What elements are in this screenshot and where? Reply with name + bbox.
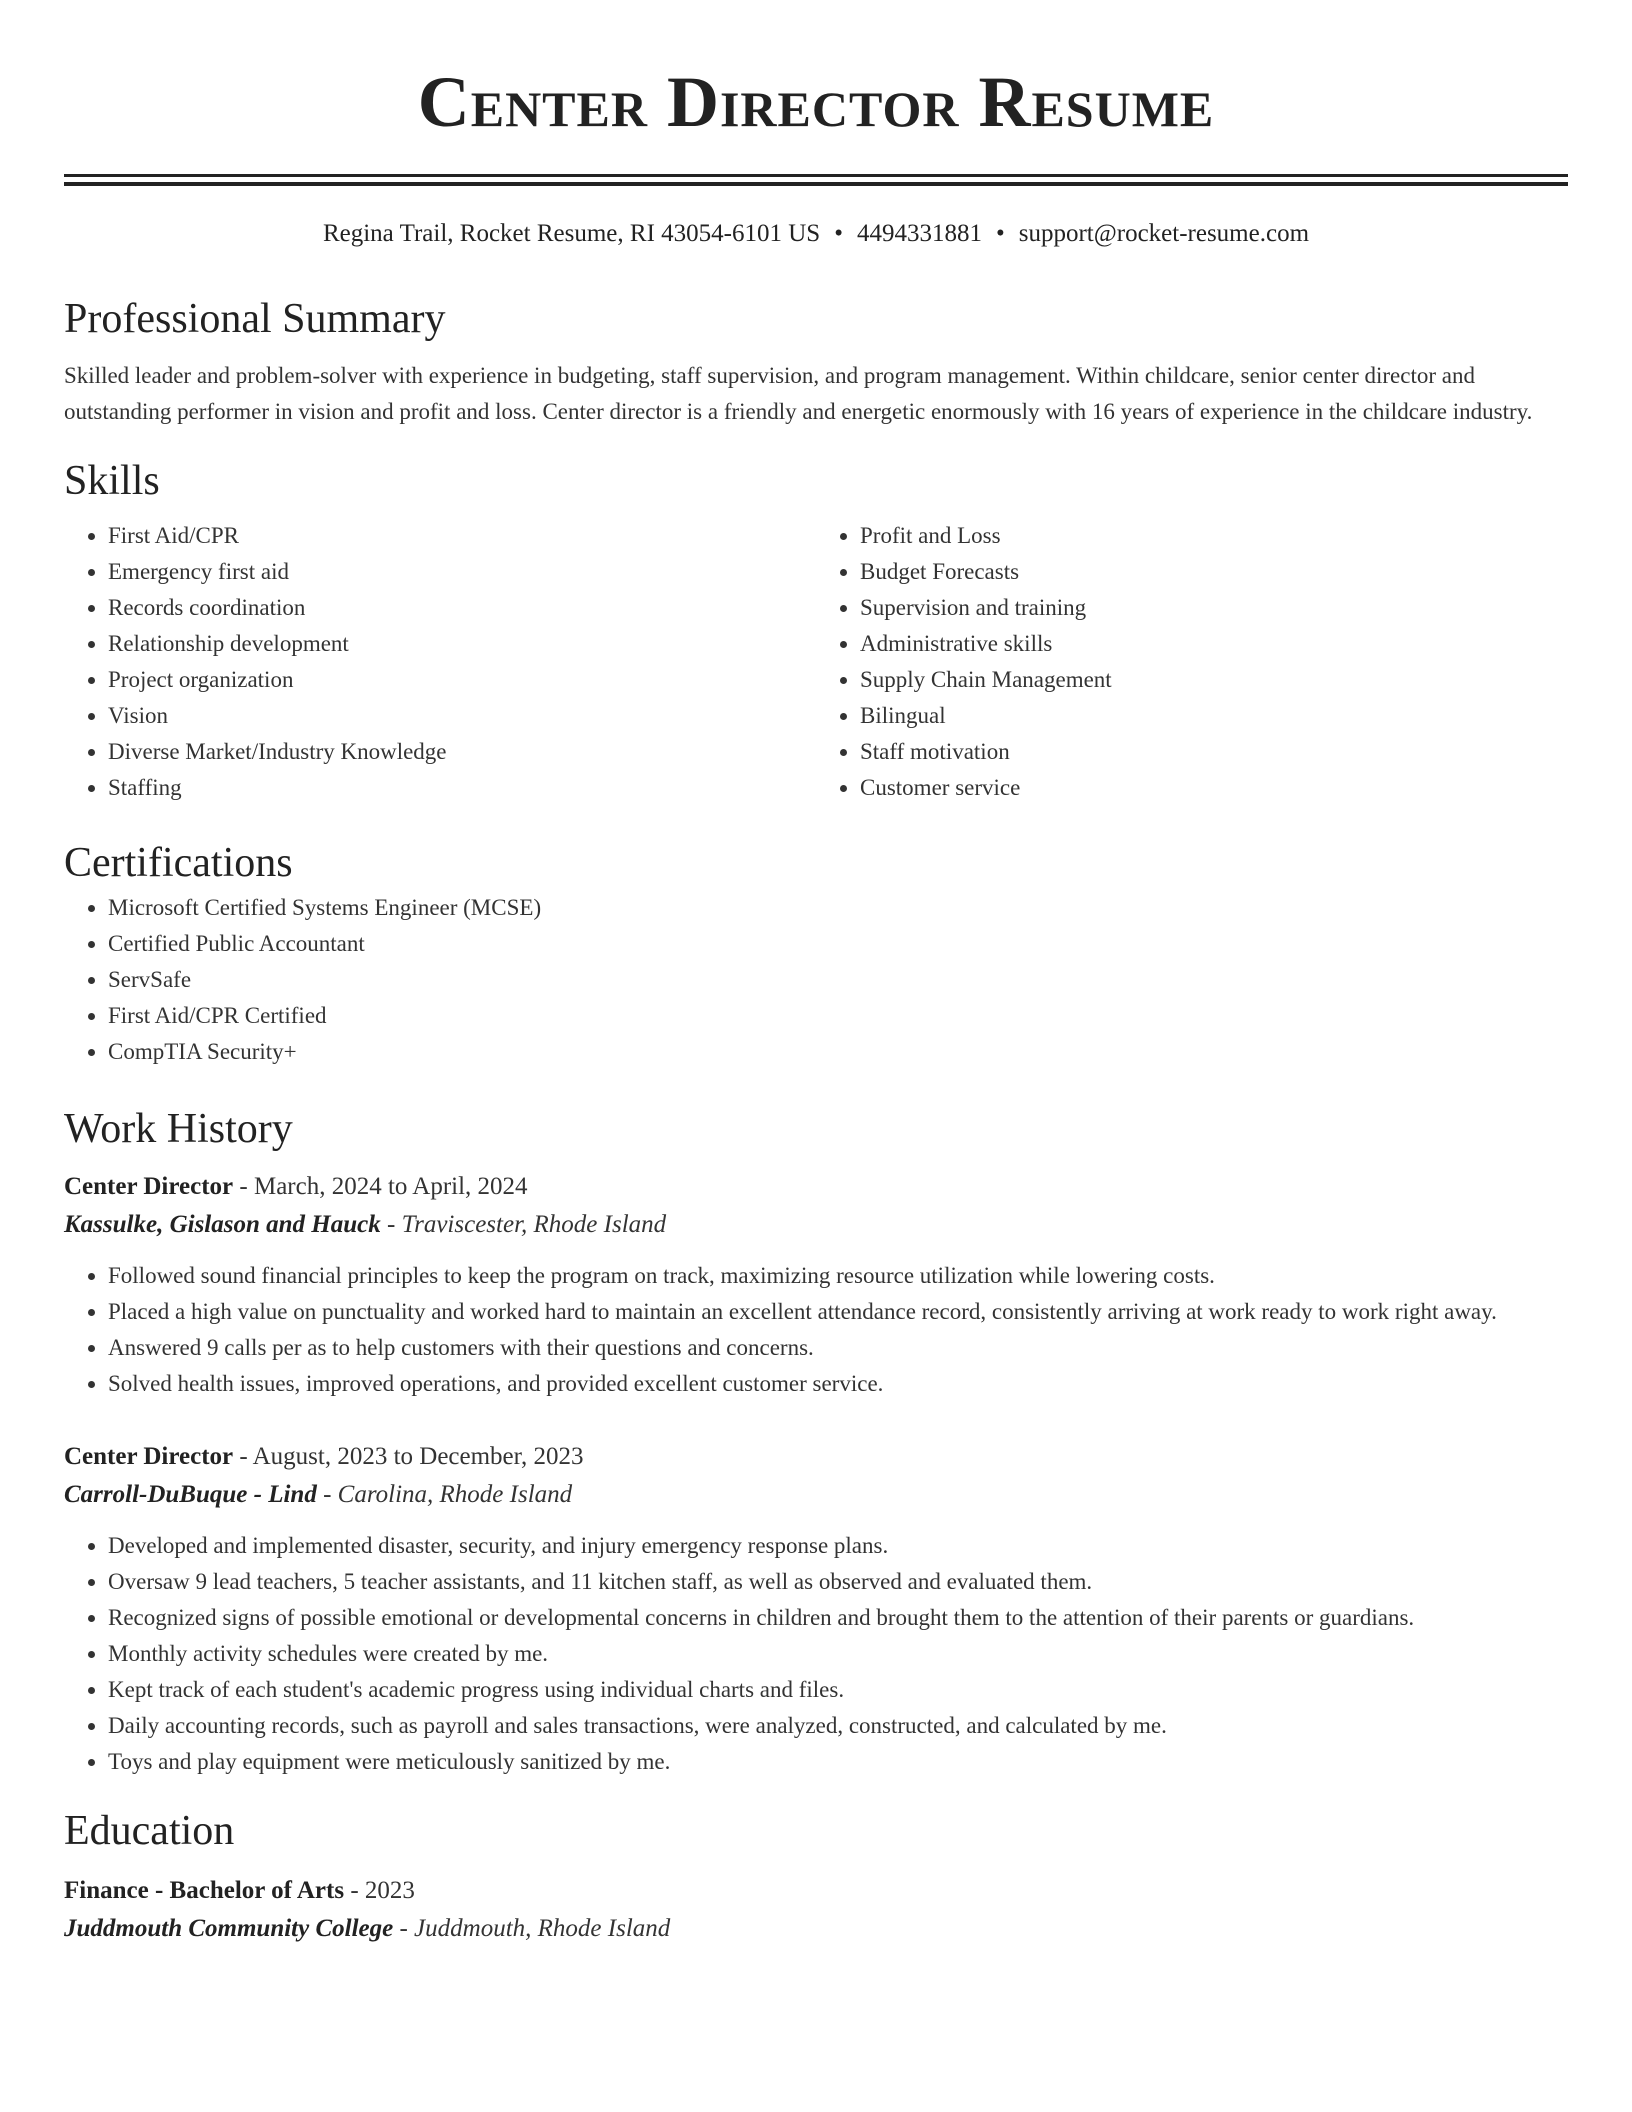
job-duty: • Recognized signs of possible emotional or developmental concerns in children and brought them to the attention of their parents or guardians. bbox=[108, 1600, 1568, 1636]
contact-line bbox=[64, 216, 1568, 252]
summary-section bbox=[64, 292, 1568, 430]
job-duty: • Daily accounting records, such as payroll and sales transactions, were analyzed, constructed, and calculated by me. bbox=[108, 1708, 1568, 1744]
job-duty: • Developed and implemented disaster, security, and injury emergency response plans. bbox=[108, 1528, 1568, 1564]
skills-list-left bbox=[64, 518, 816, 806]
skills-heading: Skills bbox=[64, 458, 160, 504]
skill-item: • First Aid/CPR bbox=[108, 518, 816, 554]
skill-item: • Profit and Loss bbox=[860, 518, 1568, 554]
certification-item: • ServSafe bbox=[108, 962, 1568, 998]
skills-columns bbox=[64, 518, 1568, 806]
resume-title: Center Director Resume bbox=[417, 62, 1215, 142]
skill-item: • Supervision and training bbox=[860, 590, 1568, 626]
contact-email: support@rocket-resume.com bbox=[1018, 220, 1310, 247]
job-duties-list bbox=[64, 1528, 1568, 1780]
job-dates: - August, 2023 to December, 2023 bbox=[233, 1443, 584, 1470]
job-title-line bbox=[64, 1438, 1568, 1476]
company-location: - Traviscester, Rhode Island bbox=[380, 1211, 667, 1238]
skill-item: • Bilingual bbox=[860, 698, 1568, 734]
skill-item: • Staffing bbox=[108, 770, 816, 806]
skill-item: • Staff motivation bbox=[860, 734, 1568, 770]
job-title-line bbox=[64, 1168, 1568, 1206]
contact-separator: • bbox=[995, 220, 1005, 247]
summary-text: Skilled leader and problem-solver with experience in budgeting, staff supervision, and program management. Within childcare, senior center director and outstanding performer in vision and profit and loss. Center director is a friendly and energetic enormously with 16 years of experience in the childcare industry. bbox=[64, 363, 1533, 424]
education-section bbox=[64, 1804, 1568, 1948]
job-duty: • Oversaw 9 lead teachers, 5 teacher assistants, and 11 kitchen staff, as well as observed and evaluated them. bbox=[108, 1564, 1568, 1600]
company-location: - Carolina, Rhode Island bbox=[316, 1481, 573, 1508]
certifications-section bbox=[64, 836, 1568, 1070]
skills-list-right bbox=[816, 518, 1568, 806]
job-duty: • Solved health issues, improved operations, and provided excellent customer service. bbox=[108, 1366, 1568, 1402]
company-name: Kassulke, Gislason and Hauck bbox=[64, 1211, 381, 1238]
job-title: Center Director bbox=[64, 1173, 234, 1200]
job-duty: • Answered 9 calls per as to help customers with their questions and concerns. bbox=[108, 1330, 1568, 1366]
company-name: Carroll-DuBuque - Lind bbox=[64, 1481, 317, 1508]
skill-item: • Relationship development bbox=[108, 626, 816, 662]
job-duty: • Kept track of each student's academic progress using individual charts and files. bbox=[108, 1672, 1568, 1708]
job-entry bbox=[64, 1438, 1568, 1780]
certifications-heading: Certifications bbox=[64, 840, 293, 886]
job-duty: • Toys and play equipment were meticulously sanitized by me. bbox=[108, 1744, 1568, 1780]
education-entry bbox=[64, 1872, 1568, 1948]
contact-phone: 4494331881 bbox=[856, 220, 982, 247]
title-divider bbox=[64, 174, 1568, 186]
job-duty: • Placed a high value on punctuality and worked hard to maintain an excellent attendance record, consistently arriving at work ready to work right away. bbox=[108, 1294, 1568, 1330]
company-line bbox=[64, 1206, 1568, 1244]
contact-separator: • bbox=[834, 220, 843, 247]
job-duty: • Followed sound financial principles to keep the program on track, maximizing resource utilization while lowering costs. bbox=[108, 1258, 1568, 1294]
skill-item: • Project organization bbox=[108, 662, 816, 698]
degree-line bbox=[64, 1872, 1568, 1910]
skill-item: • Supply Chain Management bbox=[860, 662, 1568, 698]
skill-item: • Records coordination bbox=[108, 590, 816, 626]
skill-item: • Budget Forecasts bbox=[860, 554, 1568, 590]
job-title: Center Director bbox=[64, 1443, 234, 1470]
job-duty: • Monthly activity schedules were created by me. bbox=[108, 1636, 1568, 1672]
skills-section bbox=[64, 454, 1568, 806]
job-dates: - March, 2024 to April, 2024 bbox=[233, 1173, 528, 1200]
skill-item: • Diverse Market/Industry Knowledge bbox=[108, 734, 816, 770]
job-entry bbox=[64, 1168, 1568, 1402]
certification-item: • First Aid/CPR Certified bbox=[108, 998, 1568, 1034]
school-name: Juddmouth Community College bbox=[64, 1915, 394, 1942]
certification-item: • CompTIA Security+ bbox=[108, 1034, 1568, 1070]
work-history-section bbox=[64, 1102, 1568, 1780]
contact-address: Regina Trail, Rocket Resume, RI 43054-6101 US bbox=[322, 220, 821, 247]
certification-item: • Microsoft Certified Systems Engineer (MCSE) bbox=[108, 890, 1568, 926]
certifications-list bbox=[64, 890, 1568, 1070]
company-line bbox=[64, 1476, 1568, 1514]
skill-item: • Customer service bbox=[860, 770, 1568, 806]
job-duties-list bbox=[64, 1258, 1568, 1402]
skill-item: • Emergency first aid bbox=[108, 554, 816, 590]
skill-item: • Vision bbox=[108, 698, 816, 734]
summary-heading: Professional Summary bbox=[64, 296, 446, 342]
degree-name: Finance - Bachelor of Arts bbox=[64, 1877, 345, 1904]
certification-item: • Certified Public Accountant bbox=[108, 926, 1568, 962]
skill-item: • Administrative skills bbox=[860, 626, 1568, 662]
work-history-heading: Work History bbox=[64, 1106, 293, 1152]
school-location: - Juddmouth, Rhode Island bbox=[393, 1915, 671, 1942]
education-heading: Education bbox=[64, 1808, 235, 1854]
school-line bbox=[64, 1910, 1568, 1948]
graduation-year: - 2023 bbox=[344, 1877, 415, 1904]
